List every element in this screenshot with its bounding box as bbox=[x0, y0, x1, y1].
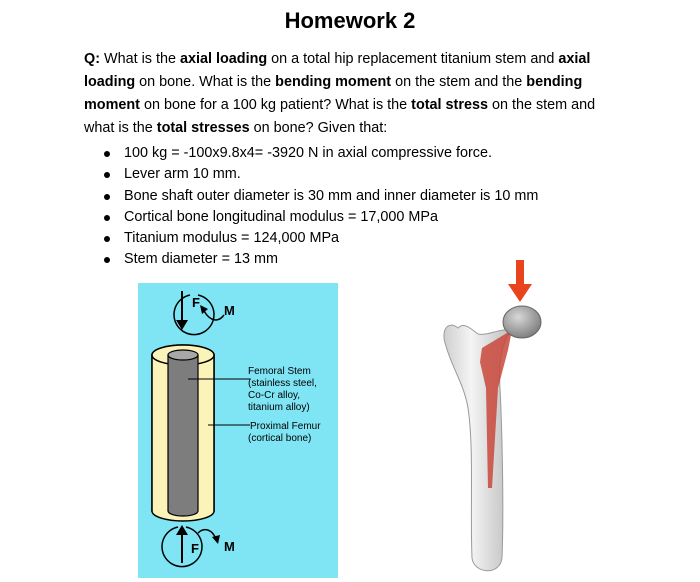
stem-label-line-4: titanium alloy) bbox=[248, 402, 310, 413]
question-bold-text: axial loading bbox=[84, 51, 591, 90]
question-bold-text: Q: bbox=[84, 51, 100, 67]
given-item bbox=[100, 143, 620, 164]
bone-label-line-1: Proximal Femur bbox=[250, 421, 321, 432]
question-bold-text: total stresses bbox=[156, 120, 250, 136]
question-paragraph bbox=[84, 48, 614, 140]
bullet-icon bbox=[104, 257, 110, 263]
bullet-icon bbox=[104, 236, 110, 242]
femoral-head bbox=[503, 306, 541, 338]
given-item bbox=[100, 186, 620, 207]
given-item-text: Lever arm 10 mm. bbox=[124, 166, 241, 183]
question-text: on bone? Given that: bbox=[249, 120, 388, 136]
stem-label-line-2: (stainless steel, bbox=[248, 378, 317, 389]
bottom-moment-label: M bbox=[224, 539, 235, 554]
bullet-icon bbox=[104, 172, 110, 178]
bone-label-line-2: (cortical bone) bbox=[248, 433, 312, 444]
given-item-text: Titanium modulus = 124,000 MPa bbox=[124, 230, 340, 247]
stem-schematic-figure bbox=[138, 283, 338, 578]
given-item-text: Cortical bone longitudinal modulus = 17,000 MPa bbox=[124, 208, 438, 225]
question-bold-text: total stress bbox=[411, 97, 488, 113]
given-item bbox=[100, 207, 620, 228]
given-item-text: 100 kg = -100x9.8x4= -3920 N in axial compressive force. bbox=[124, 145, 492, 161]
given-item bbox=[100, 164, 620, 185]
question-bold-text: axial loading bbox=[179, 51, 268, 67]
femur-implant-illustration bbox=[430, 258, 560, 582]
bullet-icon bbox=[104, 151, 110, 157]
question-text: What is the bbox=[100, 51, 180, 67]
given-item-text: Bone shaft outer diameter is 30 mm and inner diameter is 10 mm bbox=[124, 187, 539, 204]
load-arrow bbox=[508, 260, 532, 302]
page-title: Homework 2 bbox=[284, 8, 416, 33]
top-moment-label: M bbox=[224, 303, 235, 318]
bottom-force-label: F bbox=[191, 541, 199, 556]
bullet-icon bbox=[104, 215, 110, 221]
stem-label-line-1: Femoral Stem bbox=[248, 366, 311, 377]
stem-cylinder bbox=[168, 350, 198, 516]
bone-label bbox=[248, 421, 321, 444]
question-bold-text: bending moment bbox=[84, 74, 583, 113]
given-item-text: Stem diameter = 13 mm bbox=[124, 251, 278, 268]
question-text: on a total hip replacement titanium stem and bbox=[267, 51, 559, 67]
question-text: on the stem and the bbox=[391, 74, 527, 90]
question-bold-text: bending moment bbox=[275, 74, 392, 90]
stem-label-line-3: Co-Cr alloy, bbox=[248, 390, 301, 401]
bullet-icon bbox=[104, 194, 110, 200]
given-item bbox=[100, 228, 620, 249]
top-force-label: F bbox=[192, 295, 200, 310]
question-text: on the stem and what is the bbox=[84, 97, 596, 136]
question-text: on bone. What is the bbox=[135, 74, 276, 90]
question-text: on bone for a 100 kg patient? What is the bbox=[139, 97, 412, 113]
given-list bbox=[100, 143, 620, 271]
